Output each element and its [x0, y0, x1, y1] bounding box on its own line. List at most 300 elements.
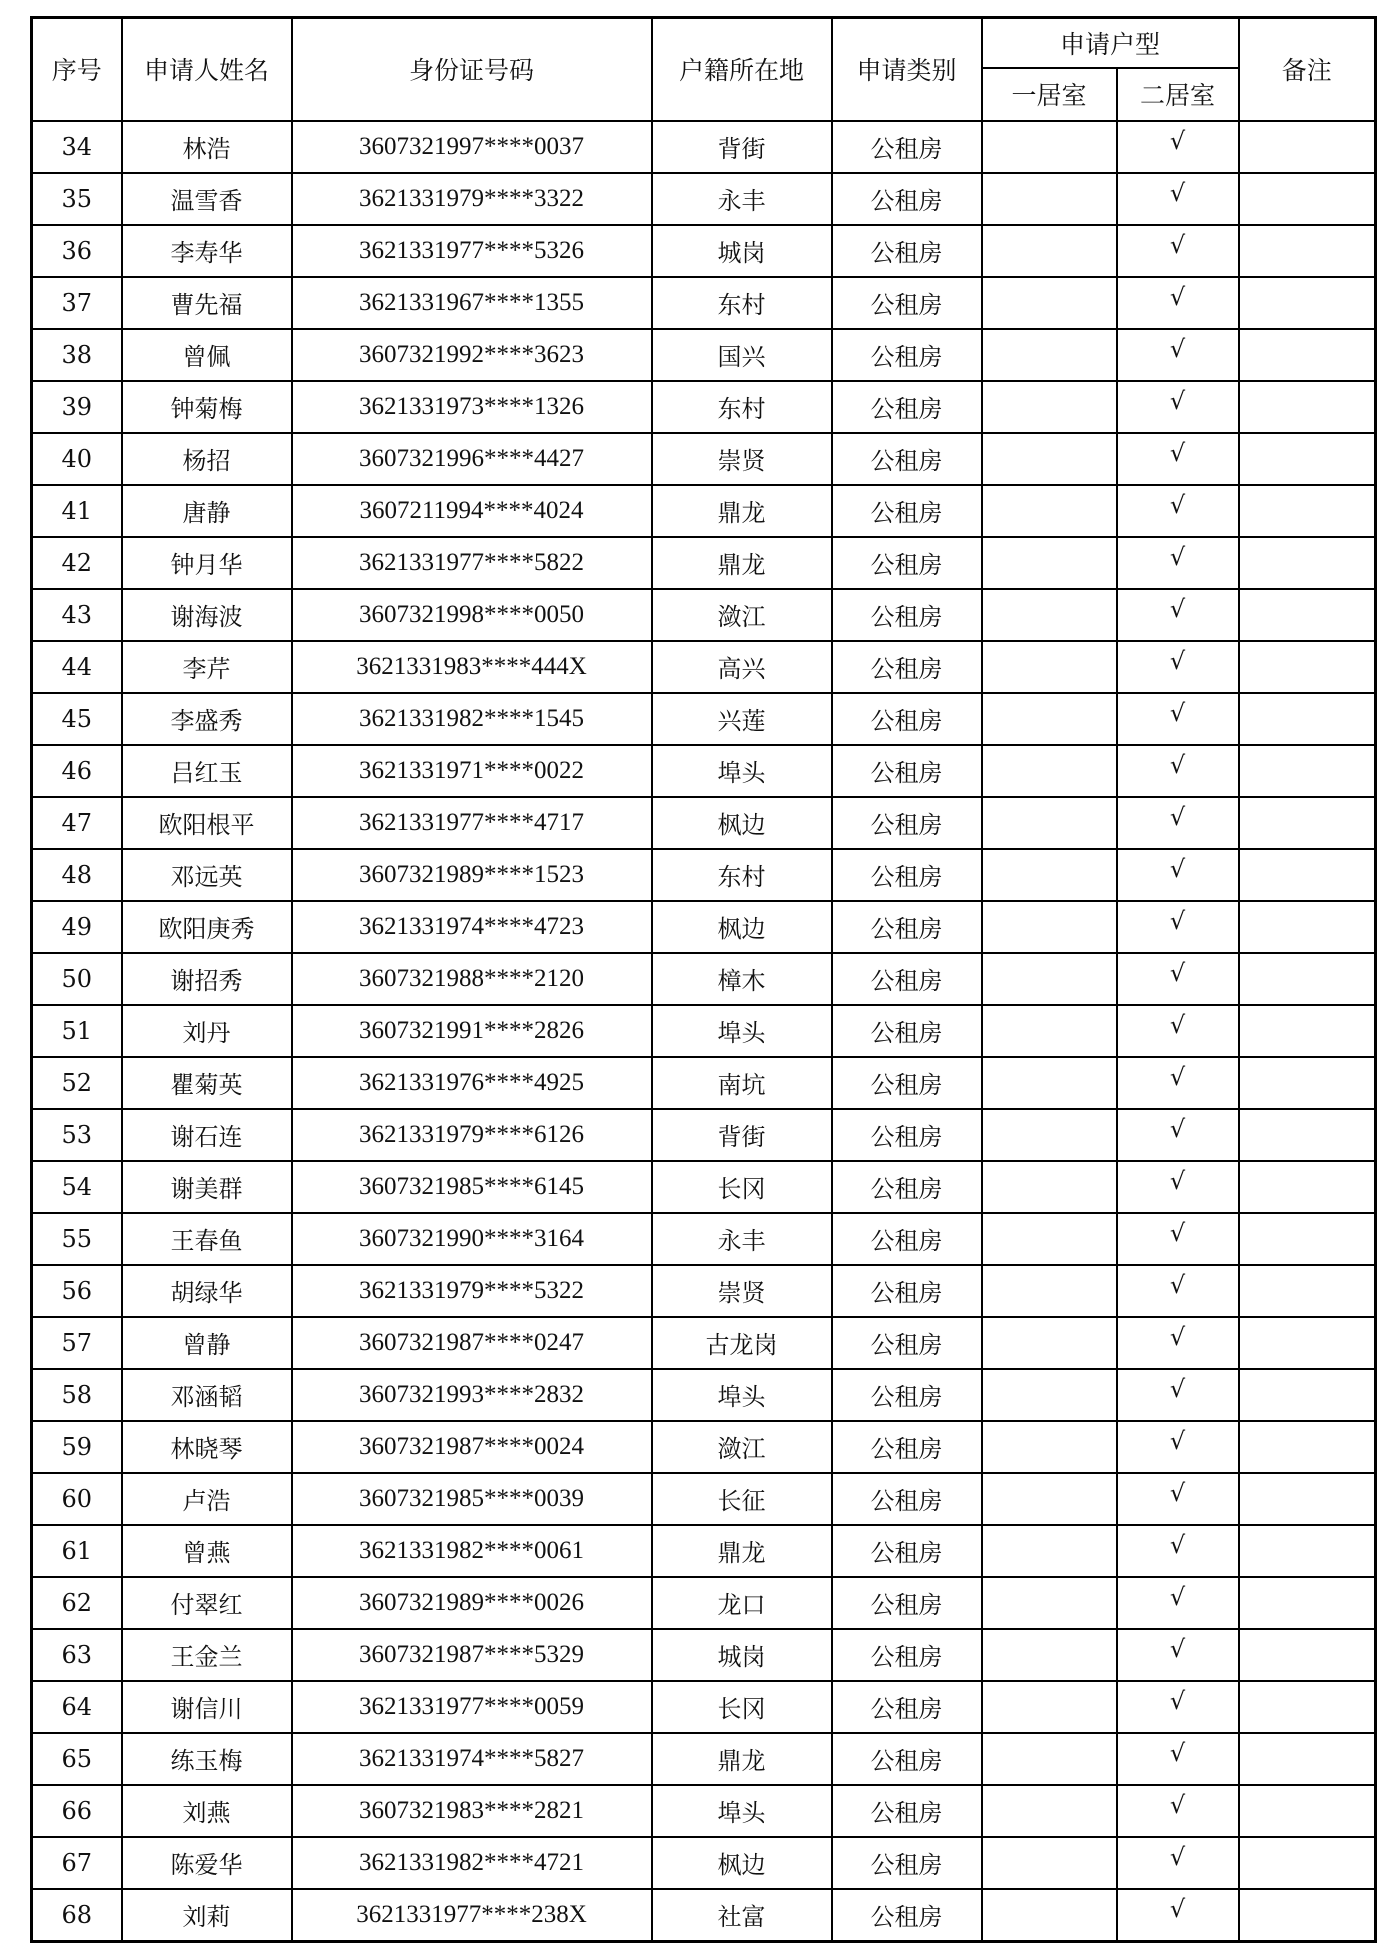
cell-two-room: [1117, 433, 1239, 485]
cell-two-room: [1117, 329, 1239, 381]
checkmark: √: [1169, 490, 1186, 519]
cell-hukou: 永丰: [652, 1213, 832, 1265]
cell-two-room: [1117, 1525, 1239, 1577]
table-row: [32, 1733, 1376, 1785]
table-row: [32, 901, 1376, 953]
cell-category: 公租房: [832, 1889, 982, 1942]
cell-category: 公租房: [832, 1161, 982, 1213]
cell-name: 付翠红: [122, 1577, 292, 1629]
cell-category: 公租房: [832, 173, 982, 225]
checkmark: √: [1169, 126, 1186, 155]
cell-one-room: [982, 901, 1117, 953]
cell-two-room: [1117, 1109, 1239, 1161]
table-row: [32, 1317, 1376, 1369]
cell-category: 公租房: [832, 537, 982, 589]
cell-two-room: [1117, 1837, 1239, 1889]
cell-name: 欧阳根平: [122, 797, 292, 849]
cell-seq: 39: [32, 381, 122, 433]
cell-one-room: [982, 1837, 1117, 1889]
cell-category: 公租房: [832, 1265, 982, 1317]
cell-one-room: [982, 1421, 1117, 1473]
cell-one-room: [982, 1681, 1117, 1733]
checkmark: √: [1169, 282, 1186, 311]
cell-hukou: 东村: [652, 381, 832, 433]
cell-seq: 46: [32, 745, 122, 797]
cell-hukou: 鼎龙: [652, 485, 832, 537]
cell-remarks: [1239, 953, 1376, 1005]
cell-one-room: [982, 1265, 1117, 1317]
cell-hukou: 背街: [652, 121, 832, 173]
table-row: [32, 589, 1376, 641]
cell-seq: 54: [32, 1161, 122, 1213]
cell-remarks: [1239, 381, 1376, 433]
cell-id-number: 3607321991****2826: [292, 1005, 652, 1057]
cell-seq: 59: [32, 1421, 122, 1473]
cell-category: 公租房: [832, 1369, 982, 1421]
cell-seq: 61: [32, 1525, 122, 1577]
cell-category: 公租房: [832, 1785, 982, 1837]
checkmark: √: [1169, 698, 1186, 727]
cell-seq: 38: [32, 329, 122, 381]
cell-hukou: 永丰: [652, 173, 832, 225]
cell-id-number: 3607321987****5329: [292, 1629, 652, 1681]
cell-one-room: [982, 1733, 1117, 1785]
table-row: [32, 1473, 1376, 1525]
cell-name: 钟月华: [122, 537, 292, 589]
cell-name: 刘燕: [122, 1785, 292, 1837]
checkmark: √: [1169, 802, 1186, 831]
cell-category: 公租房: [832, 641, 982, 693]
table-row: [32, 1161, 1376, 1213]
cell-hukou: 城岗: [652, 1629, 832, 1681]
cell-name: 曾静: [122, 1317, 292, 1369]
cell-remarks: [1239, 1889, 1376, 1942]
table-row: [32, 1525, 1376, 1577]
cell-remarks: [1239, 1681, 1376, 1733]
table-row: [32, 1005, 1376, 1057]
checkmark: √: [1169, 854, 1186, 883]
cell-hukou: 社富: [652, 1889, 832, 1942]
cell-one-room: [982, 693, 1117, 745]
cell-remarks: [1239, 1369, 1376, 1421]
cell-two-room: [1117, 381, 1239, 433]
cell-seq: 68: [32, 1889, 122, 1942]
cell-category: 公租房: [832, 901, 982, 953]
header-one-room: 一居室: [982, 68, 1117, 121]
cell-hukou: 枫边: [652, 1837, 832, 1889]
cell-remarks: [1239, 641, 1376, 693]
cell-seq: 53: [32, 1109, 122, 1161]
cell-id-number: 3621331971****0022: [292, 745, 652, 797]
cell-one-room: [982, 1785, 1117, 1837]
cell-hukou: 潋江: [652, 589, 832, 641]
cell-category: 公租房: [832, 121, 982, 173]
cell-remarks: [1239, 225, 1376, 277]
table-row: [32, 1681, 1376, 1733]
checkmark: √: [1169, 230, 1186, 259]
table-row: [32, 1369, 1376, 1421]
cell-seq: 51: [32, 1005, 122, 1057]
cell-remarks: [1239, 173, 1376, 225]
cell-name: 曹先福: [122, 277, 292, 329]
cell-seq: 67: [32, 1837, 122, 1889]
cell-seq: 45: [32, 693, 122, 745]
cell-seq: 63: [32, 1629, 122, 1681]
table-row: [32, 329, 1376, 381]
cell-hukou: 南坑: [652, 1057, 832, 1109]
cell-name: 李芹: [122, 641, 292, 693]
cell-hukou: 背街: [652, 1109, 832, 1161]
cell-category: 公租房: [832, 1473, 982, 1525]
cell-category: 公租房: [832, 1057, 982, 1109]
cell-remarks: [1239, 797, 1376, 849]
cell-remarks: [1239, 849, 1376, 901]
cell-one-room: [982, 953, 1117, 1005]
cell-remarks: [1239, 1733, 1376, 1785]
cell-hukou: 国兴: [652, 329, 832, 381]
cell-category: 公租房: [832, 225, 982, 277]
cell-id-number: 3621331973****1326: [292, 381, 652, 433]
cell-two-room: [1117, 1213, 1239, 1265]
cell-id-number: 3621331979****6126: [292, 1109, 652, 1161]
checkmark: √: [1169, 1374, 1186, 1403]
cell-name: 谢招秀: [122, 953, 292, 1005]
cell-seq: 57: [32, 1317, 122, 1369]
cell-remarks: [1239, 1109, 1376, 1161]
cell-id-number: 3621331974****4723: [292, 901, 652, 953]
cell-id-number: 3621331977****5326: [292, 225, 652, 277]
cell-name: 欧阳庚秀: [122, 901, 292, 953]
cell-id-number: 3607321985****0039: [292, 1473, 652, 1525]
table-row: [32, 1109, 1376, 1161]
cell-hukou: 枫边: [652, 797, 832, 849]
cell-id-number: 3621331983****444X: [292, 641, 652, 693]
table-row: [32, 1837, 1376, 1889]
cell-remarks: [1239, 277, 1376, 329]
cell-one-room: [982, 433, 1117, 485]
checkmark: √: [1169, 542, 1186, 571]
cell-name: 曾佩: [122, 329, 292, 381]
checkmark: √: [1169, 1218, 1186, 1247]
cell-id-number: 3607321988****2120: [292, 953, 652, 1005]
cell-seq: 36: [32, 225, 122, 277]
cell-one-room: [982, 537, 1117, 589]
cell-hukou: 鼎龙: [652, 537, 832, 589]
cell-name: 林浩: [122, 121, 292, 173]
cell-id-number: 3621331979****5322: [292, 1265, 652, 1317]
table-row: [32, 485, 1376, 537]
cell-remarks: [1239, 1161, 1376, 1213]
cell-hukou: 兴莲: [652, 693, 832, 745]
cell-seq: 48: [32, 849, 122, 901]
cell-one-room: [982, 225, 1117, 277]
cell-name: 李寿华: [122, 225, 292, 277]
cell-remarks: [1239, 1057, 1376, 1109]
cell-two-room: [1117, 1473, 1239, 1525]
cell-category: 公租房: [832, 1317, 982, 1369]
cell-name: 刘丹: [122, 1005, 292, 1057]
cell-hukou: 龙口: [652, 1577, 832, 1629]
checkmark: √: [1169, 386, 1186, 415]
cell-one-room: [982, 1473, 1117, 1525]
table-header: [32, 18, 1376, 121]
cell-hukou: 鼎龙: [652, 1525, 832, 1577]
cell-category: 公租房: [832, 1525, 982, 1577]
table-row: [32, 797, 1376, 849]
cell-one-room: [982, 121, 1117, 173]
cell-category: 公租房: [832, 1213, 982, 1265]
cell-id-number: 3607321993****2832: [292, 1369, 652, 1421]
table-row: [32, 1785, 1376, 1837]
cell-hukou: 东村: [652, 849, 832, 901]
cell-two-room: [1117, 277, 1239, 329]
cell-category: 公租房: [832, 485, 982, 537]
cell-remarks: [1239, 329, 1376, 381]
cell-name: 王金兰: [122, 1629, 292, 1681]
cell-hukou: 崇贤: [652, 1265, 832, 1317]
cell-id-number: 3621331977****238X: [292, 1889, 652, 1942]
cell-name: 曾燕: [122, 1525, 292, 1577]
table-row: [32, 173, 1376, 225]
cell-remarks: [1239, 433, 1376, 485]
cell-category: 公租房: [832, 589, 982, 641]
table-row: [32, 1577, 1376, 1629]
cell-hukou: 崇贤: [652, 433, 832, 485]
checkmark: √: [1169, 1062, 1186, 1091]
table-row: [32, 745, 1376, 797]
cell-one-room: [982, 485, 1117, 537]
cell-hukou: 埠头: [652, 1005, 832, 1057]
cell-seq: 56: [32, 1265, 122, 1317]
cell-category: 公租房: [832, 1837, 982, 1889]
cell-name: 杨招: [122, 433, 292, 485]
cell-category: 公租房: [832, 1109, 982, 1161]
cell-id-number: 3621331977****4717: [292, 797, 652, 849]
checkmark: √: [1169, 1322, 1186, 1351]
cell-two-room: [1117, 1369, 1239, 1421]
header-two-room: 二居室: [1117, 68, 1239, 121]
cell-seq: 66: [32, 1785, 122, 1837]
cell-seq: 43: [32, 589, 122, 641]
cell-name: 瞿菊英: [122, 1057, 292, 1109]
table-row: [32, 1629, 1376, 1681]
cell-hukou: 鼎龙: [652, 1733, 832, 1785]
cell-two-room: [1117, 1161, 1239, 1213]
cell-one-room: [982, 1317, 1117, 1369]
cell-id-number: 3607321997****0037: [292, 121, 652, 173]
applicant-table: [30, 16, 1377, 1943]
cell-remarks: [1239, 1317, 1376, 1369]
checkmark: √: [1169, 1790, 1186, 1819]
table-row: [32, 953, 1376, 1005]
checkmark: √: [1169, 906, 1186, 935]
cell-category: 公租房: [832, 1421, 982, 1473]
cell-hukou: 长冈: [652, 1161, 832, 1213]
cell-id-number: 3607321989****0026: [292, 1577, 652, 1629]
table-row: [32, 1213, 1376, 1265]
cell-remarks: [1239, 1525, 1376, 1577]
cell-remarks: [1239, 1005, 1376, 1057]
cell-seq: 64: [32, 1681, 122, 1733]
cell-name: 陈爱华: [122, 1837, 292, 1889]
checkmark: √: [1169, 750, 1186, 779]
cell-id-number: 3621331982****1545: [292, 693, 652, 745]
cell-id-number: 3607321985****6145: [292, 1161, 652, 1213]
cell-hukou: 埠头: [652, 745, 832, 797]
checkmark: √: [1169, 594, 1186, 623]
cell-name: 林晓琴: [122, 1421, 292, 1473]
cell-two-room: [1117, 121, 1239, 173]
cell-hukou: 长征: [652, 1473, 832, 1525]
table-row: [32, 1421, 1376, 1473]
cell-two-room: [1117, 1577, 1239, 1629]
cell-one-room: [982, 849, 1117, 901]
cell-category: 公租房: [832, 1005, 982, 1057]
table-row: [32, 1265, 1376, 1317]
cell-seq: 41: [32, 485, 122, 537]
cell-seq: 50: [32, 953, 122, 1005]
cell-two-room: [1117, 1265, 1239, 1317]
cell-id-number: 3607321992****3623: [292, 329, 652, 381]
checkmark: √: [1169, 1842, 1186, 1871]
cell-id-number: 3621331967****1355: [292, 277, 652, 329]
checkmark: √: [1169, 1634, 1186, 1663]
cell-one-room: [982, 1629, 1117, 1681]
cell-two-room: [1117, 641, 1239, 693]
cell-seq: 42: [32, 537, 122, 589]
cell-two-room: [1117, 537, 1239, 589]
cell-category: 公租房: [832, 381, 982, 433]
cell-hukou: 枫边: [652, 901, 832, 953]
cell-two-room: [1117, 1421, 1239, 1473]
cell-remarks: [1239, 1265, 1376, 1317]
cell-one-room: [982, 641, 1117, 693]
cell-two-room: [1117, 1785, 1239, 1837]
cell-hukou: 东村: [652, 277, 832, 329]
cell-id-number: 3621331976****4925: [292, 1057, 652, 1109]
cell-hukou: 埠头: [652, 1369, 832, 1421]
cell-seq: 37: [32, 277, 122, 329]
cell-remarks: [1239, 537, 1376, 589]
cell-one-room: [982, 1525, 1117, 1577]
header-hukou: 户籍所在地: [652, 18, 832, 121]
cell-one-room: [982, 277, 1117, 329]
checkmark: √: [1169, 1894, 1186, 1923]
cell-category: 公租房: [832, 1577, 982, 1629]
cell-hukou: 古龙岗: [652, 1317, 832, 1369]
table-row: [32, 225, 1376, 277]
cell-remarks: [1239, 693, 1376, 745]
cell-one-room: [982, 329, 1117, 381]
cell-id-number: 3607211994****4024: [292, 485, 652, 537]
cell-id-number: 3621331977****0059: [292, 1681, 652, 1733]
table-row: [32, 381, 1376, 433]
cell-seq: 49: [32, 901, 122, 953]
checkmark: √: [1169, 1738, 1186, 1767]
cell-hukou: 城岗: [652, 225, 832, 277]
checkmark: √: [1169, 1010, 1186, 1039]
cell-name: 王春鱼: [122, 1213, 292, 1265]
header-name: 申请人姓名: [122, 18, 292, 121]
cell-name: 谢海波: [122, 589, 292, 641]
cell-seq: 44: [32, 641, 122, 693]
cell-name: 练玉梅: [122, 1733, 292, 1785]
cell-name: 刘莉: [122, 1889, 292, 1942]
cell-two-room: [1117, 1005, 1239, 1057]
cell-id-number: 3621331974****5827: [292, 1733, 652, 1785]
checkmark: √: [1169, 1582, 1186, 1611]
checkmark: √: [1169, 1270, 1186, 1299]
cell-id-number: 3607321987****0024: [292, 1421, 652, 1473]
cell-two-room: [1117, 797, 1239, 849]
cell-remarks: [1239, 745, 1376, 797]
cell-seq: 58: [32, 1369, 122, 1421]
cell-category: 公租房: [832, 1629, 982, 1681]
checkmark: √: [1169, 438, 1186, 467]
cell-name: 谢石连: [122, 1109, 292, 1161]
cell-name: 谢美群: [122, 1161, 292, 1213]
cell-one-room: [982, 1369, 1117, 1421]
checkmark: √: [1169, 178, 1186, 207]
cell-seq: 65: [32, 1733, 122, 1785]
checkmark: √: [1169, 646, 1186, 675]
cell-category: 公租房: [832, 277, 982, 329]
cell-id-number: 3607321996****4427: [292, 433, 652, 485]
cell-hukou: 埠头: [652, 1785, 832, 1837]
cell-name: 钟菊梅: [122, 381, 292, 433]
cell-seq: 34: [32, 121, 122, 173]
cell-one-room: [982, 1057, 1117, 1109]
cell-two-room: [1117, 953, 1239, 1005]
cell-two-room: [1117, 1889, 1239, 1942]
cell-id-number: 3621331977****5822: [292, 537, 652, 589]
cell-one-room: [982, 745, 1117, 797]
cell-seq: 52: [32, 1057, 122, 1109]
cell-remarks: [1239, 485, 1376, 537]
cell-remarks: [1239, 1421, 1376, 1473]
cell-one-room: [982, 1109, 1117, 1161]
cell-remarks: [1239, 1213, 1376, 1265]
cell-remarks: [1239, 1577, 1376, 1629]
checkmark: √: [1169, 1530, 1186, 1559]
cell-id-number: 3621331982****0061: [292, 1525, 652, 1577]
cell-seq: 40: [32, 433, 122, 485]
cell-seq: 60: [32, 1473, 122, 1525]
cell-hukou: 樟木: [652, 953, 832, 1005]
cell-id-number: 3621331982****4721: [292, 1837, 652, 1889]
checkmark: √: [1169, 1478, 1186, 1507]
table-row: [32, 537, 1376, 589]
header-unit-type: 申请户型: [982, 18, 1239, 68]
cell-remarks: [1239, 1473, 1376, 1525]
cell-one-room: [982, 1005, 1117, 1057]
checkmark: √: [1169, 1166, 1186, 1195]
cell-category: 公租房: [832, 329, 982, 381]
cell-hukou: 高兴: [652, 641, 832, 693]
cell-one-room: [982, 381, 1117, 433]
checkmark: √: [1169, 334, 1186, 363]
table-row: [32, 1057, 1376, 1109]
cell-id-number: 3607321989****1523: [292, 849, 652, 901]
checkmark: √: [1169, 1426, 1186, 1455]
cell-two-room: [1117, 849, 1239, 901]
cell-name: 温雪香: [122, 173, 292, 225]
cell-category: 公租房: [832, 433, 982, 485]
header-remarks: 备注: [1239, 18, 1376, 121]
table-body: [32, 121, 1376, 1942]
cell-one-room: [982, 1213, 1117, 1265]
header-id-number: 身份证号码: [292, 18, 652, 121]
